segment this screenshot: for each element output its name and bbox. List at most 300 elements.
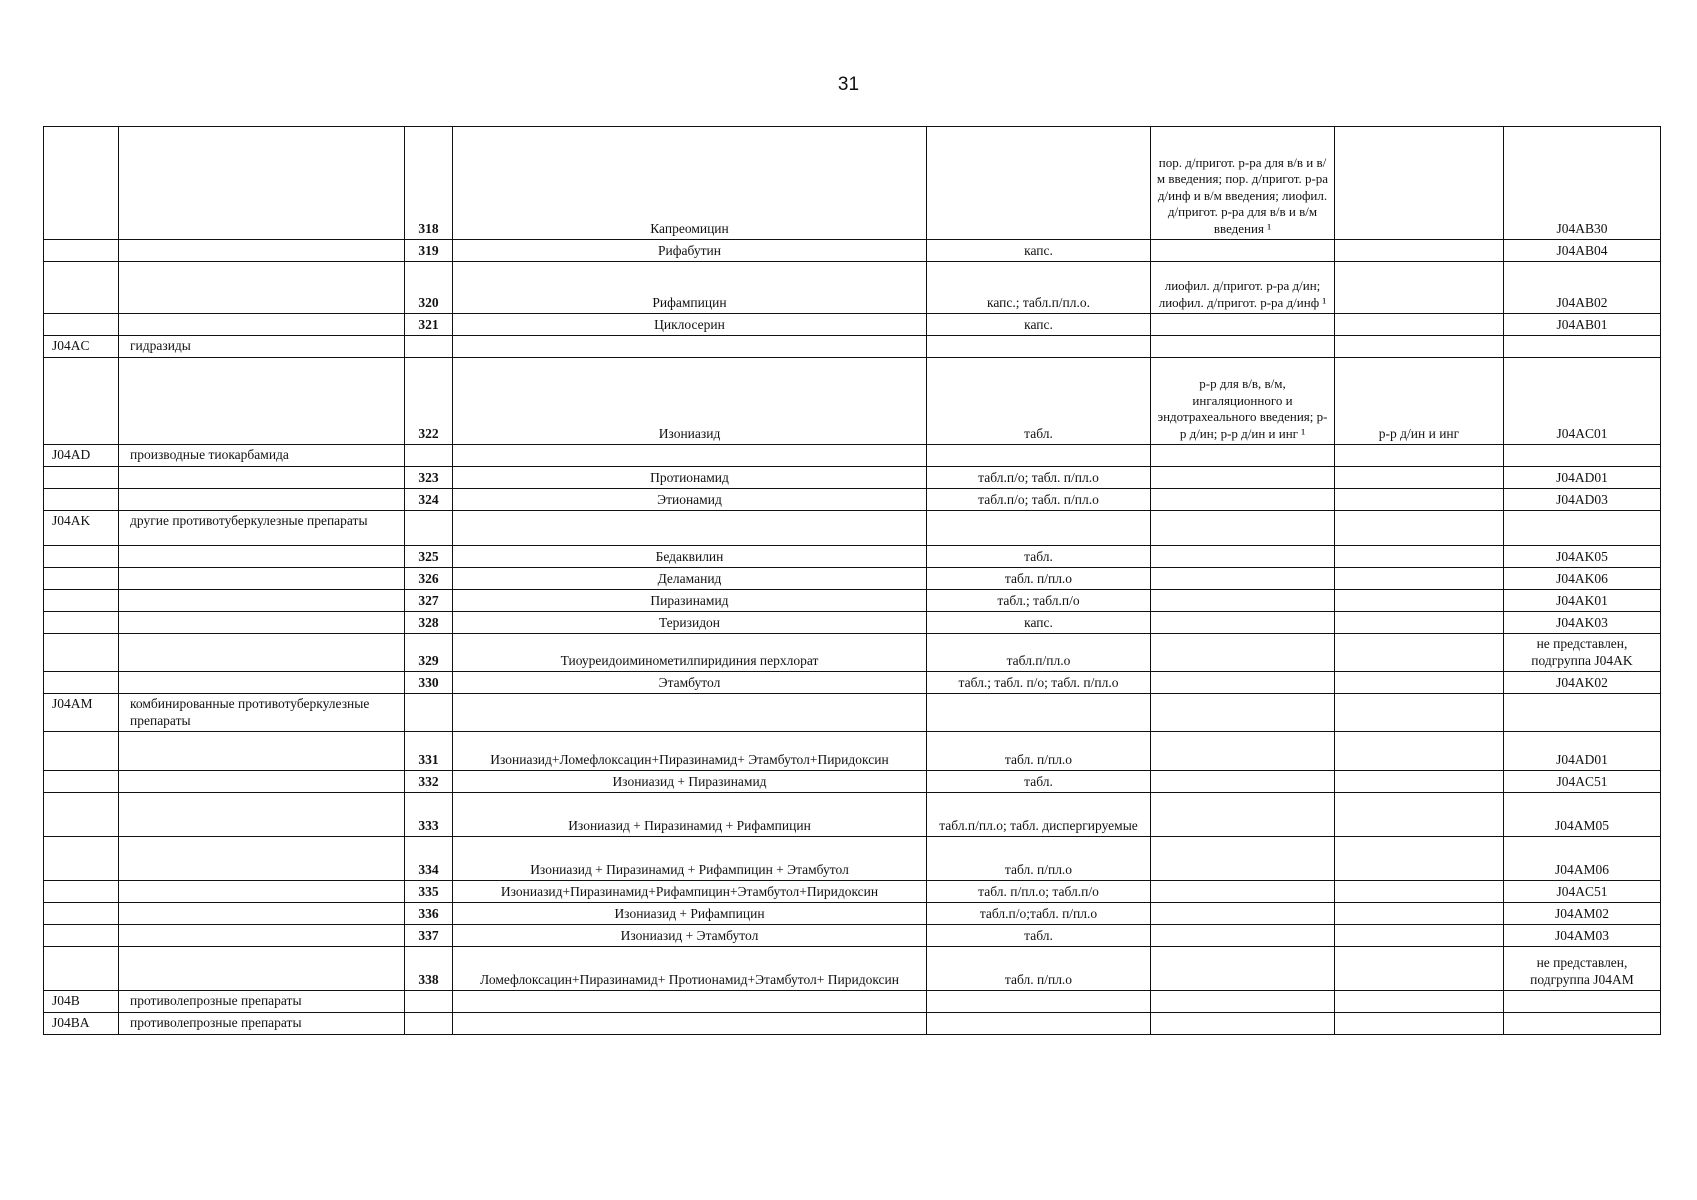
dosage-form-cell — [927, 127, 1151, 240]
dosage-form-other-cell — [1335, 672, 1504, 694]
atc-group-name-cell — [119, 127, 405, 240]
row-number-cell — [405, 336, 453, 358]
atc-group-name: противолепрозные препараты — [130, 1015, 302, 1030]
row-number: 328 — [418, 615, 439, 630]
dosage-form-extra-cell — [1151, 837, 1335, 881]
atc-group-name: противолепрозные препараты — [130, 993, 302, 1008]
dosage-form-other-cell — [1335, 694, 1504, 732]
dosage-form-other-cell — [1335, 511, 1504, 546]
table-row — [44, 240, 1661, 262]
row-number-cell — [405, 262, 453, 314]
dosage-form-cell — [927, 672, 1151, 694]
dosage-form-other-cell — [1335, 127, 1504, 240]
dosage-form-extra-cell — [1151, 793, 1335, 837]
atc-code-cell — [1504, 947, 1661, 991]
atc-code-cell — [1504, 336, 1661, 358]
dosage-form-other-cell — [1335, 240, 1504, 262]
atc-code-cell — [1504, 314, 1661, 336]
atc-group-code-cell — [44, 590, 119, 612]
row-number-cell — [405, 881, 453, 903]
row-number: 337 — [418, 928, 439, 943]
atc-code-cell — [1504, 262, 1661, 314]
dosage-form-other-cell — [1335, 590, 1504, 612]
dosage-form-cell — [927, 903, 1151, 925]
drug-name: Пиразинамид — [650, 593, 729, 608]
atc-code: J04AM03 — [1554, 928, 1609, 943]
atc-code-cell — [1504, 991, 1661, 1013]
drug-name-cell — [453, 903, 927, 925]
table-body — [44, 127, 1661, 1035]
atc-group-code-cell — [44, 672, 119, 694]
dosage-form-cell — [927, 590, 1151, 612]
dosage-form-extra-cell — [1151, 127, 1335, 240]
drug-name-cell — [453, 732, 927, 771]
table-row — [44, 612, 1661, 634]
dosage-form: табл. п/пл.о — [1004, 752, 1073, 767]
drug-table — [43, 126, 1661, 1035]
atc-group-code-cell — [44, 262, 119, 314]
dosage-form-extra-cell — [1151, 771, 1335, 793]
atc-group-code-cell — [44, 732, 119, 771]
row-number-cell — [405, 240, 453, 262]
atc-group-name-cell — [119, 634, 405, 672]
table-row — [44, 881, 1661, 903]
row-number: 332 — [418, 774, 439, 789]
atc-code: J04AC01 — [1556, 426, 1608, 441]
row-number-cell — [405, 590, 453, 612]
drug-name-cell — [453, 881, 927, 903]
drug-name: Изониазид + Этамбутол — [620, 928, 759, 943]
dosage-form-cell — [927, 925, 1151, 947]
drug-name: Этионамид — [657, 492, 722, 507]
drug-name-cell — [453, 672, 927, 694]
drug-name-cell — [453, 694, 927, 732]
drug-name: Ломефлоксацин+Пиразинамид+ Протионамид+Этамбутол+ Пиридоксин — [480, 972, 899, 987]
atc-group-name-cell — [119, 336, 405, 358]
atc-group-code-cell — [44, 358, 119, 445]
dosage-form-extra-cell — [1151, 903, 1335, 925]
dosage-form: капс. — [1024, 615, 1053, 630]
dosage-form-cell — [927, 732, 1151, 771]
atc-code: J04AM02 — [1554, 906, 1609, 921]
dosage-form: табл.; табл.п/о — [997, 593, 1080, 608]
atc-code: J04AK06 — [1556, 571, 1608, 586]
dosage-form: табл. — [1024, 774, 1053, 789]
atc-code-cell — [1504, 881, 1661, 903]
atc-group-name-cell — [119, 672, 405, 694]
row-number-cell — [405, 903, 453, 925]
atc-group-code-cell — [44, 903, 119, 925]
dosage-form-other-cell — [1335, 314, 1504, 336]
table-row — [44, 634, 1661, 672]
atc-group-name: комбинированные противотуберкулезные препараты — [130, 696, 370, 728]
dosage-form-other-cell — [1335, 489, 1504, 511]
atc-group-name-cell — [119, 445, 405, 467]
drug-name: Рифабутин — [658, 243, 721, 258]
atc-code-cell — [1504, 511, 1661, 546]
atc-code-cell — [1504, 903, 1661, 925]
dosage-form-extra-cell — [1151, 358, 1335, 445]
atc-group-name: гидразиды — [130, 338, 191, 353]
table-row — [44, 590, 1661, 612]
drug-name-cell — [453, 336, 927, 358]
row-number: 333 — [418, 818, 439, 833]
drug-name-cell — [453, 991, 927, 1013]
dosage-form-cell — [927, 771, 1151, 793]
table-row — [44, 672, 1661, 694]
row-number: 336 — [418, 906, 439, 921]
table-row — [44, 127, 1661, 240]
atc-group-name-cell — [119, 793, 405, 837]
drug-name-cell — [453, 546, 927, 568]
atc-group-code-cell — [44, 947, 119, 991]
group-row — [44, 991, 1661, 1013]
drug-name: Изониазид + Рифампицин — [614, 906, 765, 921]
drug-name-cell — [453, 568, 927, 590]
atc-group-code-cell — [44, 991, 119, 1013]
row-number: 322 — [418, 426, 439, 441]
row-number-cell — [405, 672, 453, 694]
dosage-form-other-cell — [1335, 336, 1504, 358]
atc-group-name-cell — [119, 925, 405, 947]
table-row — [44, 568, 1661, 590]
dosage-form-extra-cell — [1151, 314, 1335, 336]
dosage-form: табл. — [1024, 549, 1053, 564]
drug-name-cell — [453, 590, 927, 612]
atc-group-code-cell — [44, 634, 119, 672]
atc-code: J04AB04 — [1556, 243, 1608, 258]
atc-group-name-cell — [119, 732, 405, 771]
dosage-form-extra-cell — [1151, 511, 1335, 546]
dosage-form: табл. п/пл.о — [1004, 862, 1073, 877]
row-number: 338 — [418, 972, 439, 987]
drug-name-cell — [453, 358, 927, 445]
dosage-form-cell — [927, 568, 1151, 590]
atc-group-code-cell — [44, 489, 119, 511]
row-number-cell — [405, 694, 453, 732]
dosage-form-extra-cell — [1151, 694, 1335, 732]
atc-group-name-cell — [119, 546, 405, 568]
table-row — [44, 793, 1661, 837]
atc-group-code-cell — [44, 127, 119, 240]
row-number-cell — [405, 489, 453, 511]
dosage-form: табл.п/о;табл. п/пл.о — [979, 906, 1098, 921]
atc-group-name-cell — [119, 240, 405, 262]
dosage-form-cell — [927, 358, 1151, 445]
atc-group-name-cell — [119, 771, 405, 793]
dosage-form-other-cell — [1335, 991, 1504, 1013]
dosage-form: табл.п/о; табл. п/пл.о — [978, 492, 1099, 507]
dosage-form-cell — [927, 511, 1151, 546]
atc-group-code: J04AC — [52, 338, 90, 353]
row-number-cell — [405, 925, 453, 947]
dosage-form-extra-cell — [1151, 336, 1335, 358]
dosage-form: капс. — [1024, 317, 1053, 332]
atc-code-cell — [1504, 546, 1661, 568]
atc-code: J04AB02 — [1556, 295, 1608, 310]
atc-group-code-cell — [44, 1013, 119, 1035]
atc-code: J04AB30 — [1556, 221, 1608, 236]
atc-code-cell — [1504, 358, 1661, 445]
dosage-form-other-cell — [1335, 732, 1504, 771]
atc-group-name-cell — [119, 314, 405, 336]
atc-code-cell — [1504, 240, 1661, 262]
table-row — [44, 925, 1661, 947]
atc-group-code-cell — [44, 568, 119, 590]
row-number-cell — [405, 568, 453, 590]
dosage-form-other-cell — [1335, 546, 1504, 568]
drug-name-cell — [453, 771, 927, 793]
atc-code-cell — [1504, 568, 1661, 590]
row-number-cell — [405, 771, 453, 793]
row-number-cell — [405, 732, 453, 771]
dosage-form: табл.п/о; табл. п/пл.о — [978, 470, 1099, 485]
atc-group-name: производные тиокарбамида — [130, 447, 289, 462]
atc-group-code: J04AD — [52, 447, 91, 462]
drug-name: Тиоуреидоиминометилпиридиния перхлорат — [560, 653, 819, 668]
atc-code-cell — [1504, 672, 1661, 694]
dosage-form-cell — [927, 546, 1151, 568]
atc-code: J04AK02 — [1556, 675, 1608, 690]
dosage-form-cell — [927, 262, 1151, 314]
atc-code: J04AK05 — [1556, 549, 1608, 564]
atc-code: J04AB01 — [1556, 317, 1608, 332]
atc-group-code-cell — [44, 467, 119, 489]
atc-code-cell — [1504, 127, 1661, 240]
table-row — [44, 314, 1661, 336]
dosage-form: табл. п/пл.о — [1004, 972, 1073, 987]
drug-name-cell — [453, 314, 927, 336]
drug-name: Циклосерин — [654, 317, 725, 332]
drug-name-cell — [453, 947, 927, 991]
atc-group-name-cell — [119, 694, 405, 732]
drug-name: Деламанид — [657, 571, 722, 586]
row-number-cell — [405, 793, 453, 837]
dosage-form-extra-cell — [1151, 546, 1335, 568]
group-row — [44, 445, 1661, 467]
dosage-form-cell — [927, 1013, 1151, 1035]
atc-code: J04AD03 — [1556, 492, 1608, 507]
dosage-form-extra-cell — [1151, 262, 1335, 314]
atc-code-cell — [1504, 489, 1661, 511]
dosage-form-cell — [927, 467, 1151, 489]
atc-code: J04AM05 — [1554, 818, 1609, 833]
drug-name-cell — [453, 445, 927, 467]
dosage-form-other-cell — [1335, 925, 1504, 947]
dosage-form: табл.; табл. п/о; табл. п/пл.о — [958, 675, 1119, 690]
atc-group-name-cell — [119, 590, 405, 612]
atc-code-cell — [1504, 694, 1661, 732]
table-row — [44, 467, 1661, 489]
dosage-form: табл. п/пл.о — [1004, 571, 1073, 586]
dosage-form-cell — [927, 881, 1151, 903]
dosage-form-extra-cell — [1151, 445, 1335, 467]
row-number: 326 — [418, 571, 439, 586]
dosage-form-cell — [927, 314, 1151, 336]
table-row — [44, 358, 1661, 445]
drug-name: Изониазид+Ломефлоксацин+Пиразинамид+ Этамбутол+Пиридоксин — [490, 752, 889, 767]
row-number: 335 — [418, 884, 439, 899]
dosage-form-cell — [927, 336, 1151, 358]
atc-code: не представлен, подгруппа J04AM — [1530, 955, 1634, 987]
atc-group-name-cell — [119, 1013, 405, 1035]
atc-group-code-cell — [44, 793, 119, 837]
row-number: 329 — [418, 653, 439, 668]
atc-code-cell — [1504, 445, 1661, 467]
dosage-form-extra-cell — [1151, 881, 1335, 903]
dosage-form-other-cell — [1335, 445, 1504, 467]
dosage-form-other-cell — [1335, 358, 1504, 445]
table-row — [44, 489, 1661, 511]
group-row — [44, 511, 1661, 546]
row-number-cell — [405, 947, 453, 991]
row-number: 331 — [418, 752, 439, 767]
row-number-cell — [405, 314, 453, 336]
atc-group-code-cell — [44, 612, 119, 634]
drug-name-cell — [453, 925, 927, 947]
atc-code-cell — [1504, 467, 1661, 489]
atc-code-cell — [1504, 793, 1661, 837]
group-row — [44, 1013, 1661, 1035]
dosage-form-extra: пор. д/пригот. р-ра для в/в и в/м введения; пор. д/пригот. р-ра д/инф и в/м введения; лиофил. д/пригот. р-ра для в/в и в/м введения ¹ — [1156, 154, 1329, 236]
table-row — [44, 771, 1661, 793]
atc-code: не представлен, подгруппа J04AK — [1531, 636, 1633, 668]
dosage-form-cell — [927, 489, 1151, 511]
dosage-form: табл.п/пл.о — [1006, 653, 1071, 668]
atc-group-code-cell — [44, 771, 119, 793]
dosage-form-cell — [927, 240, 1151, 262]
atc-group-name-cell — [119, 903, 405, 925]
row-number: 334 — [418, 862, 439, 877]
table-row — [44, 947, 1661, 991]
atc-group-code-cell — [44, 511, 119, 546]
group-row — [44, 336, 1661, 358]
atc-group-code-cell — [44, 694, 119, 732]
dosage-form-other-cell — [1335, 881, 1504, 903]
dosage-form-other-cell — [1335, 903, 1504, 925]
dosage-form: табл.п/пл.о; табл. диспергируемые — [939, 818, 1138, 833]
drug-name: Теризидон — [658, 615, 721, 630]
dosage-form-other-cell — [1335, 568, 1504, 590]
drug-name: Капреомицин — [650, 221, 729, 236]
row-number-cell — [405, 127, 453, 240]
dosage-form-other: р-р д/ин и инг — [1378, 426, 1460, 441]
atc-group-code: J04AM — [52, 696, 93, 711]
atc-group-code-cell — [44, 336, 119, 358]
drug-name-cell — [453, 489, 927, 511]
dosage-form-other-cell — [1335, 262, 1504, 314]
dosage-form-cell — [927, 837, 1151, 881]
drug-name: Бедаквилин — [655, 549, 724, 564]
row-number: 325 — [418, 549, 439, 564]
dosage-form-other-cell — [1335, 947, 1504, 991]
dosage-form-other-cell — [1335, 1013, 1504, 1035]
atc-code: J04AM06 — [1554, 862, 1609, 877]
drug-name: Рифампицин — [652, 295, 727, 310]
dosage-form-extra-cell — [1151, 672, 1335, 694]
atc-code-cell — [1504, 1013, 1661, 1035]
dosage-form: табл. — [1024, 928, 1053, 943]
row-number-cell — [405, 358, 453, 445]
dosage-form-cell — [927, 947, 1151, 991]
atc-group-code-cell — [44, 546, 119, 568]
dosage-form-other-cell — [1335, 634, 1504, 672]
drug-name-cell — [453, 127, 927, 240]
row-number-cell — [405, 467, 453, 489]
drug-name-cell — [453, 467, 927, 489]
row-number-cell — [405, 634, 453, 672]
row-number-cell — [405, 445, 453, 467]
dosage-form-extra-cell — [1151, 467, 1335, 489]
drug-name: Изониазид — [658, 426, 721, 441]
atc-code-cell — [1504, 732, 1661, 771]
dosage-form-cell — [927, 634, 1151, 672]
drug-name: Изониазид+Пиразинамид+Рифампицин+Этамбутол+Пиридоксин — [500, 884, 879, 899]
dosage-form-extra-cell — [1151, 991, 1335, 1013]
dosage-form-other-cell — [1335, 771, 1504, 793]
drug-name-cell — [453, 262, 927, 314]
dosage-form-other-cell — [1335, 793, 1504, 837]
table-row — [44, 837, 1661, 881]
row-number: 330 — [418, 675, 439, 690]
row-number: 321 — [418, 317, 439, 332]
atc-group-name-cell — [119, 489, 405, 511]
dosage-form-cell — [927, 612, 1151, 634]
drug-name-cell — [453, 511, 927, 546]
atc-code-cell — [1504, 590, 1661, 612]
dosage-form-extra: р-р для в/в, в/м, ингаляционного и эндотрахеального введения; р-р д/ин; р-р д/ин и инг ¹ — [1157, 376, 1328, 441]
table-row — [44, 262, 1661, 314]
dosage-form-other-cell — [1335, 467, 1504, 489]
row-number: 318 — [418, 221, 439, 236]
atc-code-cell — [1504, 634, 1661, 672]
atc-group-code: J04B — [52, 993, 80, 1008]
dosage-form-other-cell — [1335, 837, 1504, 881]
atc-code: J04AD01 — [1556, 752, 1608, 767]
atc-group-code-cell — [44, 445, 119, 467]
drug-name: Этамбутол — [658, 675, 721, 690]
atc-code: J04AK03 — [1556, 615, 1608, 630]
dosage-form-cell — [927, 445, 1151, 467]
atc-group-code-cell — [44, 240, 119, 262]
atc-group-name-cell — [119, 947, 405, 991]
row-number: 320 — [418, 295, 439, 310]
dosage-form-extra-cell — [1151, 634, 1335, 672]
atc-group-code: J04BA — [52, 1015, 90, 1030]
atc-group-code-cell — [44, 837, 119, 881]
table-row — [44, 903, 1661, 925]
atc-group-name-cell — [119, 358, 405, 445]
row-number-cell — [405, 1013, 453, 1035]
atc-group-code-cell — [44, 925, 119, 947]
row-number: 327 — [418, 593, 439, 608]
drug-name: Изониазид + Пиразинамид + Рифампицин + Этамбутол — [530, 862, 849, 877]
atc-group-name-cell — [119, 837, 405, 881]
atc-group-name-cell — [119, 568, 405, 590]
group-row — [44, 694, 1661, 732]
atc-group-name-cell — [119, 467, 405, 489]
row-number-cell — [405, 511, 453, 546]
row-number-cell — [405, 546, 453, 568]
dosage-form: табл. п/пл.о; табл.п/о — [978, 884, 1099, 899]
dosage-form: табл. — [1024, 426, 1053, 441]
dosage-form: капс. — [1024, 243, 1053, 258]
atc-code-cell — [1504, 837, 1661, 881]
dosage-form-extra-cell — [1151, 489, 1335, 511]
atc-group-code: J04AK — [52, 513, 91, 528]
table-row — [44, 732, 1661, 771]
dosage-form-extra-cell — [1151, 1013, 1335, 1035]
